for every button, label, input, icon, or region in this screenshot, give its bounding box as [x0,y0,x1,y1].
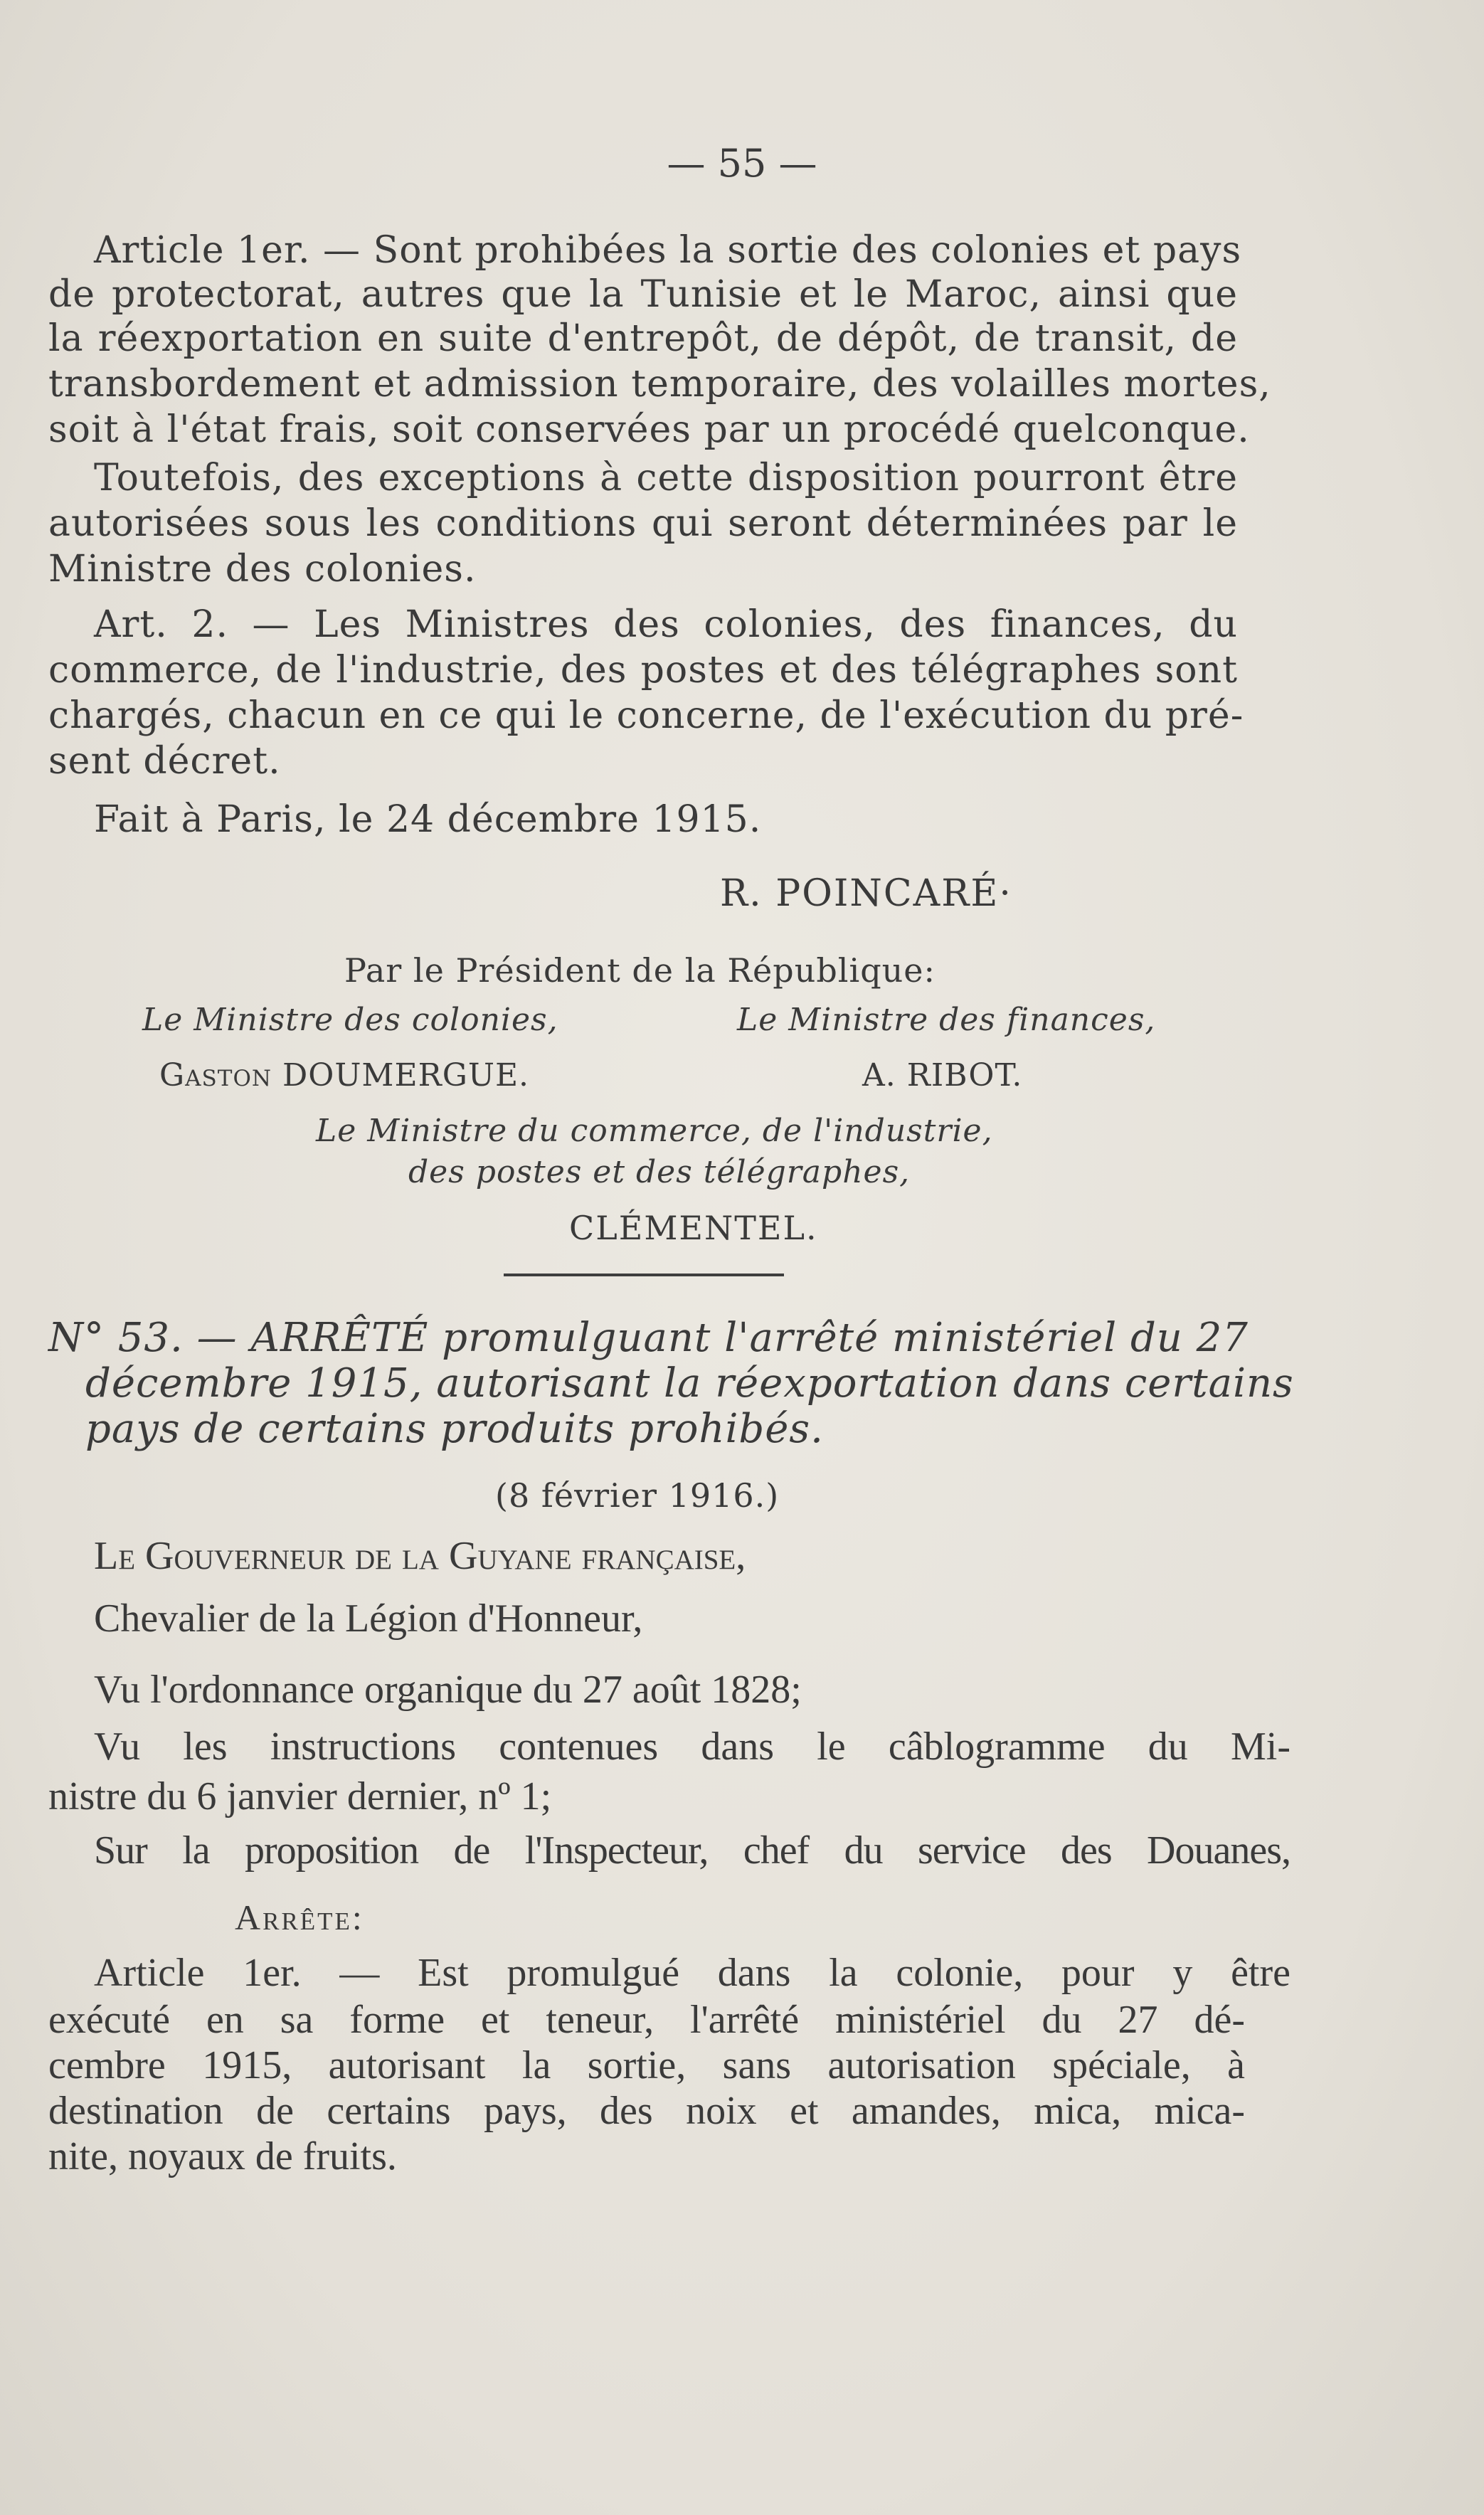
arrete-title-line: décembre 1915, autorisant la réexportation dans certains [85,1360,1294,1407]
decree-line: Art. 2. — Les Ministres des colonies, des finances, du [94,603,1238,646]
minister-commerce-title-2: des postes et des télégraphes, [408,1154,911,1190]
par-le-president: Par le Président de la République: [344,951,936,990]
decree-line: autorisées sous les conditions qui seront déterminées par le [48,502,1238,545]
minister-commerce-name: CLÉMENTEL. [569,1209,818,1247]
decree-line: de protectorat, autres que la Tunisie et le Maroc, ainsi que [48,273,1238,316]
minister-colonies-title: Le Ministre des colonies, [142,1002,558,1038]
arrete-title-line: N° 53. — ARRÊTÉ promulguant l'arrêté ministériel du 27 [48,1315,1249,1361]
minister-colonies-name: Gaston DOUMERGUE. [159,1057,530,1094]
decree-line: Article 1er. — Sont prohibées la sortie des colonies et pays [94,229,1242,272]
arrete-body-line: Sur la proposition de l'Inspecteur, chef du service des Douanes, [94,1828,1290,1873]
decree-line: la réexportation en suite d'entrepôt, de dépôt, de transit, de [48,317,1238,360]
decree-line: commerce, de l'industrie, des postes et des télégraphes sont [48,649,1238,692]
decree-line: Ministre des colonies. [48,548,477,591]
arrete-body-line: cembre 1915, autorisant la sortie, sans autorisation spéciale, à [48,2043,1245,2087]
decree-line: Toutefois, des exceptions à cette disposition pourront être [94,457,1238,499]
arrete-body-line: Vu les instructions contenues dans le câblogramme du Mi- [94,1725,1290,1769]
arrete-body-line: nite, noyaux de fruits. [48,2134,397,2178]
fait-a-paris: Fait à Paris, le 24 décembre 1915. [94,798,762,841]
arrete-title-line: pays de certains produits prohibés. [85,1406,824,1452]
decree-line: soit à l'état frais, soit conservées par un procédé quelconque. [48,408,1250,451]
decree-line: transbordement et admission temporaire, des volailles mortes, [48,363,1271,406]
minister-finances-title: Le Ministre des finances, [737,1002,1156,1038]
signature-poincare: R. POINCARÉ· [720,872,1012,915]
decree-line: chargés, chacun en ce qui le concerne, de l'exécution du pré- [48,694,1244,737]
arrete-body-line: nistre du 6 janvier dernier, nº 1; [48,1774,552,1818]
decree-line: sent décret. [48,740,281,783]
minister-finances-name: A. RIBOT. [862,1057,1023,1094]
section-divider [504,1274,784,1276]
arrete-date: (8 février 1916.) [495,1476,780,1515]
arrete-body-line: Article 1er. — Est promulgué dans la colonie, pour y être [94,1951,1290,1995]
gouverneur-line [94,1534,746,1578]
arrete-body-line: Chevalier de la Légion d'Honneur, [94,1597,643,1641]
arrete-keyword: Arrête: [235,1897,364,1937]
arrete-body-line: Le Gouverneur de la Guyane française, [94,1534,746,1578]
arrete-body-line: Vu l'ordonnance organique du 27 août 1828; [94,1668,802,1712]
page-number: — 55 — [667,141,817,186]
arrete-body-line: destination de certains pays, des noix et amandes, mica, mica- [48,2089,1245,2133]
arrete-body-line: exécuté en sa forme et teneur, l'arrêté ministériel du 27 dé- [48,1998,1245,2042]
minister-commerce-title-1: Le Ministre du commerce, de l'industrie, [316,1113,993,1149]
